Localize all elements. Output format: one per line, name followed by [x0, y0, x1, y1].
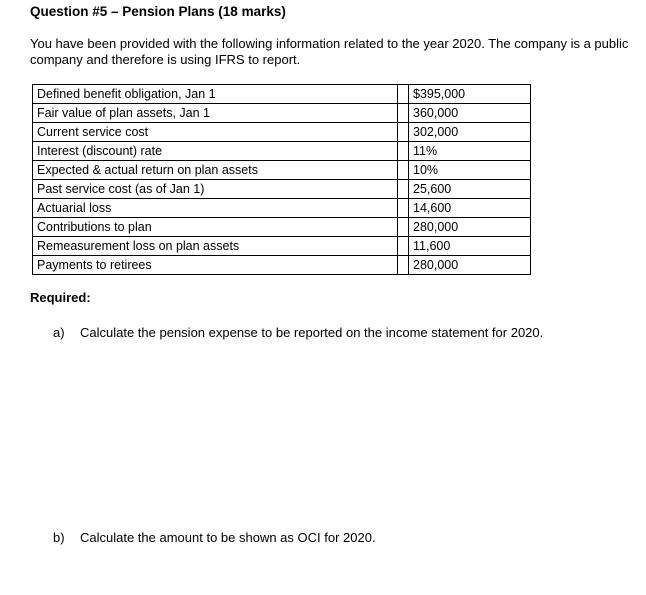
table-row — [33, 237, 531, 256]
row-label: Fair value of plan assets, Jan 1 — [33, 104, 398, 123]
table-row — [33, 199, 531, 218]
requirement-a-marker: a) — [53, 325, 65, 340]
requirement-a-text: Calculate the pension expense to be reported on the income statement for 2020. — [80, 325, 544, 340]
row-spacer-cell — [398, 142, 409, 161]
row-spacer-cell — [398, 199, 409, 218]
row-spacer-cell — [398, 85, 409, 104]
row-label: Past service cost (as of Jan 1) — [33, 180, 398, 199]
table-row — [33, 180, 531, 199]
row-label: Interest (discount) rate — [33, 142, 398, 161]
row-value: 14,600 — [409, 199, 531, 218]
requirement-b-text: Calculate the amount to be shown as OCI for 2020. — [80, 530, 376, 545]
row-spacer-cell — [398, 218, 409, 237]
row-label: Expected & actual return on plan assets — [33, 161, 398, 180]
row-value: 25,600 — [409, 180, 531, 199]
row-value: 302,000 — [409, 123, 531, 142]
row-spacer-cell — [398, 161, 409, 180]
requirement-b — [53, 530, 376, 545]
row-spacer-cell — [398, 123, 409, 142]
table-row — [33, 161, 531, 180]
row-label: Contributions to plan — [33, 218, 398, 237]
row-spacer-cell — [398, 237, 409, 256]
requirement-a — [53, 325, 543, 340]
table-row — [33, 256, 531, 275]
question-title: Question #5 – Pension Plans (18 marks) — [30, 4, 286, 19]
table-row — [33, 123, 531, 142]
row-value: $395,000 — [409, 85, 531, 104]
row-label: Defined benefit obligation, Jan 1 — [33, 85, 398, 104]
question-intro: You have been provided with the following information related to the year 2020. The company is a public company and therefore is using IFRS to report. — [30, 36, 629, 67]
requirement-b-marker: b) — [53, 530, 65, 545]
table-row — [33, 218, 531, 237]
row-value: 280,000 — [409, 256, 531, 275]
row-spacer-cell — [398, 180, 409, 199]
row-value: 11% — [409, 142, 531, 161]
table-row — [33, 85, 531, 104]
row-value: 11,600 — [409, 237, 531, 256]
row-value: 360,000 — [409, 104, 531, 123]
row-label: Payments to retirees — [33, 256, 398, 275]
table-row — [33, 104, 531, 123]
row-label: Actuarial loss — [33, 199, 398, 218]
row-value: 10% — [409, 161, 531, 180]
row-label: Current service cost — [33, 123, 398, 142]
required-heading: Required: — [30, 290, 91, 305]
row-spacer-cell — [398, 256, 409, 275]
pension-data-table — [32, 84, 531, 275]
row-value: 280,000 — [409, 218, 531, 237]
row-spacer-cell — [398, 104, 409, 123]
row-label: Remeasurement loss on plan assets — [33, 237, 398, 256]
table-row — [33, 142, 531, 161]
